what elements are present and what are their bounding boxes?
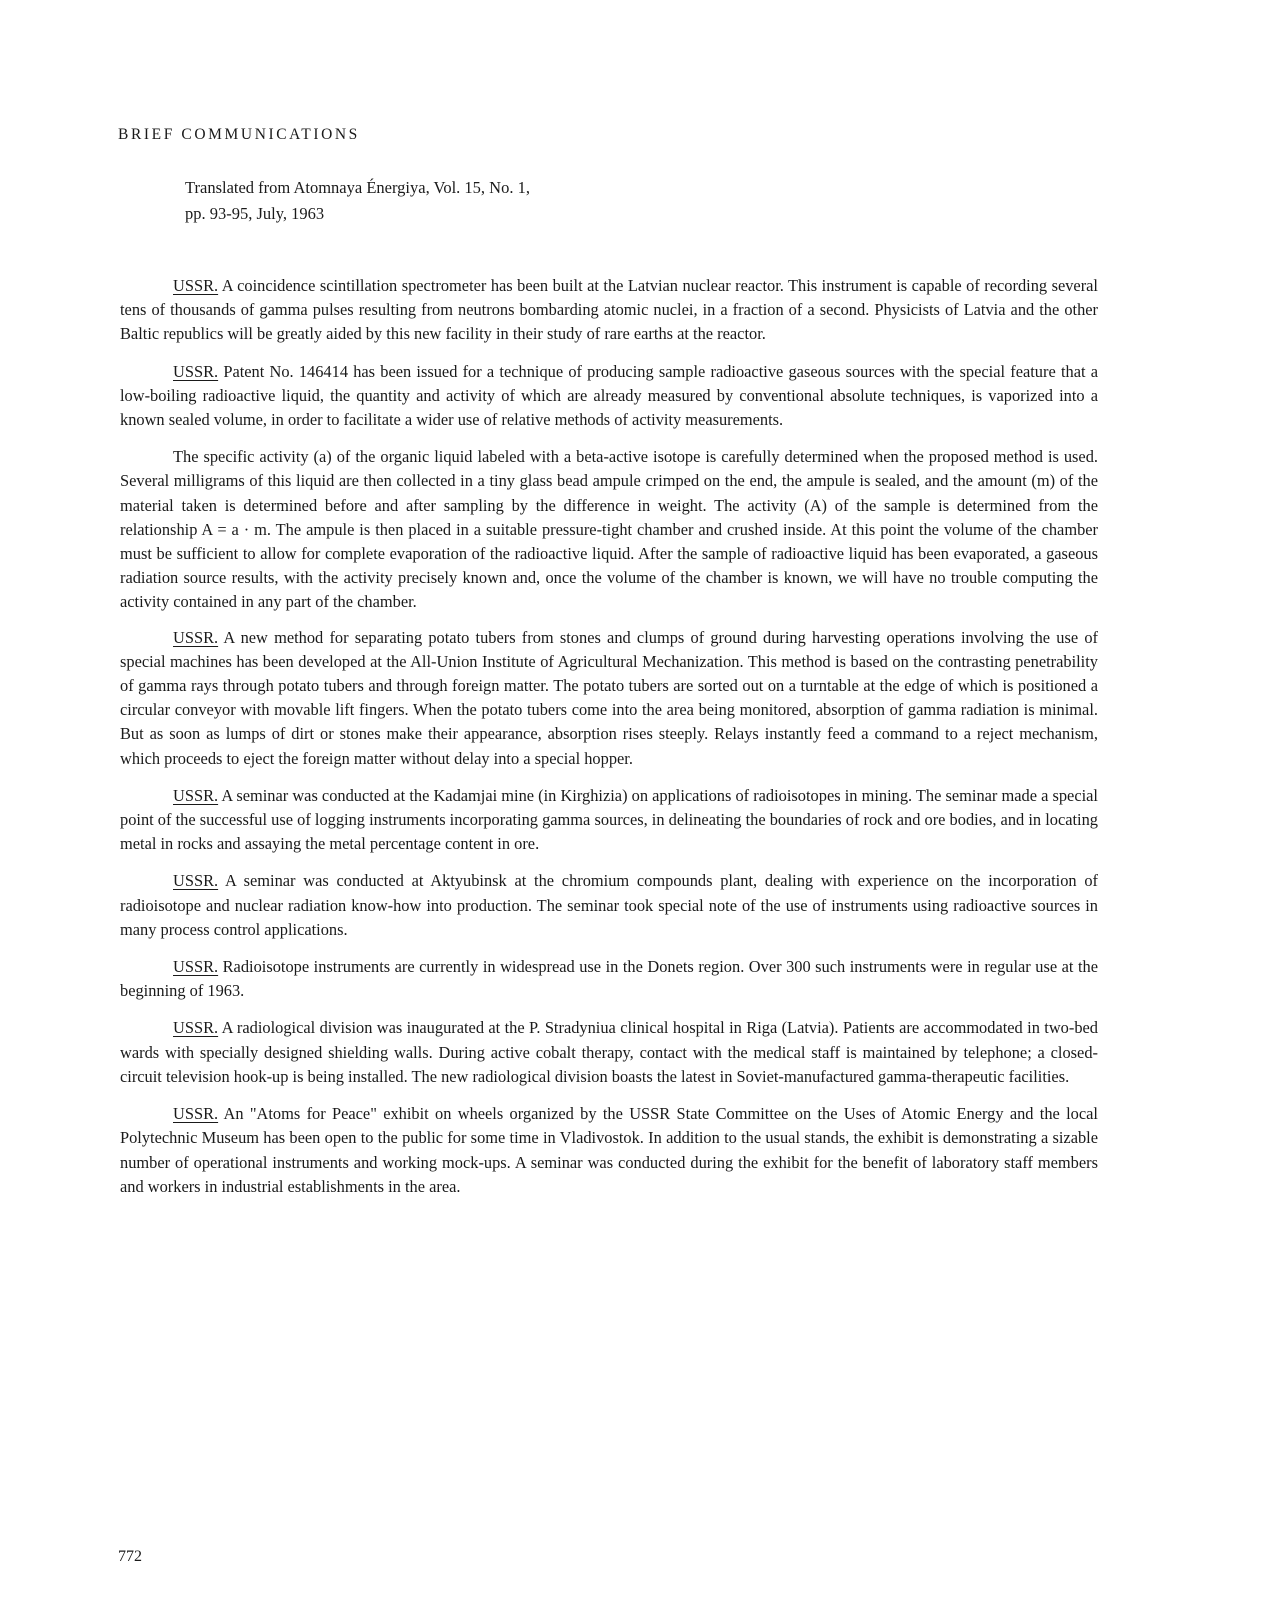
paragraph-tag: USSR. [173,276,219,295]
paragraph-text: A new method for separating potato tubers from stones and clumps of ground during harvesting operations involving the use of special machines has been developed at the All-Union Institute of Agricultural Mechanization. This method is based on the contrasting penetrability of gamma rays through potato tubers and through foreign matter. The potato tubers are sorted out on a turntable at the edge of which is positioned a circular conveyor with movable lift fingers. When the potato tubers come into the area being monitored, absorption of gamma radiation is minimal. But as soon as lumps of dirt or stones make their appearance, absorption rises steeply. Relays instantly feed a command to a reject mechanism, which proceeds to eject the foreign matter without delay into a special hopper. [120,627,1098,768]
paragraph [120,784,1098,857]
paragraph-text: An "Atoms for Peace" exhibit on wheels organized by the USSR State Committee on the Uses of Atomic Energy and the local Polytechnic Museum has been open to the public for some time in Vladivostok. In addition to the usual stands, the exhibit is demonstrating a sizable number of operational instruments and working mock-ups. A seminar was conducted during the exhibit for the benefit of laboratory staff members and workers in industrial establishments in the area. [120,1104,1098,1196]
paragraph-tag: USSR. [173,1018,219,1038]
paragraph-text: A coincidence scintillation spectrometer has been built at the Latvian nuclear reactor. This instrument is capable of recording several tens of thousands of gamma pulses resulting from neutrons bombarding atomic nuclei, in a fraction of a second. Physicists of Latvia and the other Baltic republics will be greatly aided by this new facility in their study of rare earths at the reactor. [120,276,1098,344]
paragraph-tag: USSR. [173,785,219,805]
paragraph-text: A seminar was conducted at the Kadamjai mine (in Kirghizia) on applications of radioisotopes in mining. The seminar made a special point of the successful use of logging instruments incorporating gamma sources, in delineating the boundaries of rock and ore bodies, and in locating metal in rocks and assaying the metal percentage content in ore. [120,785,1098,854]
paragraph-text: A seminar was conducted at Aktyubinsk at the chromium compounds plant, dealing with experience on the incorporation of radioisotope and nuclear radiation know-how into production. The seminar took special note of the use of instruments using radioactive sources in many process control applications. [120,871,1098,939]
paragraph [120,869,1098,942]
page-number: 772 [118,1548,142,1565]
paragraph [120,1102,1098,1199]
paragraph [120,626,1098,771]
paragraph [120,274,1098,347]
translation-source [185,175,530,227]
paragraph-text: A radiological division was inaugurated at the P. Stradyniua clinical hospital in Riga (Latvia). Patients are accommodated in two-bed wards with specially designed shielding walls. During active cobalt therapy, contact with the medical staff is maintained by telephone; a closed-circuit television hook-up is being installed. The new radiological division boasts the latest in Soviet-manufactured gamma-therapeutic facilities. [120,1018,1098,1086]
section-header: BRIEF COMMUNICATIONS [118,126,360,143]
source-line-1: Translated from Atomnaya Énergiya, Vol. 15, No. 1, [185,178,530,197]
paragraph-tag: USSR. [173,957,219,977]
paragraph-tag: USSR. [173,627,219,647]
paragraph-text: Patent No. 146414 has been issued for a technique of producing sample radioactive gaseous sources with the special feature that a low-boiling radioactive liquid, the quantity and activity of which are already measured by conventional absolute techniques, is vaporized into a known sealed volume, in order to facilitate a wider use of relative methods of activity measurements. [120,361,1098,430]
source-line-2: pp. 93-95, July, 1963 [185,204,325,223]
paragraph-tag: USSR. [173,871,219,891]
paragraph-tag: USSR. [173,361,219,381]
paragraph-tag: USSR. [173,1104,219,1124]
paragraph [120,1016,1098,1089]
paragraph-text: The specific activity (a) of the organic liquid labeled with a beta-active isotope is carefully determined when the proposed method is used. Several milligrams of this liquid are then collected in a tiny glass bead ampule crimped on the end, the ampule is sealed, and the amount (m) of the material taken is determined before and after sampling by the difference in weight. The activity (A) of the sample is determined from the relationship A = a · m. The ampule is then placed in a suitable pressure-tight chamber and crushed inside. At this point the volume of the chamber must be sufficient to allow for complete evaporation of the radioactive liquid. After the sample of radioactive liquid has been evaporated, a gaseous radiation source results, with the activity precisely known and, once the volume of the chamber is known, we will have no trouble computing the activity contained in any part of the chamber. [120,447,1098,612]
paragraph-text: Radioisotope instruments are currently in widespread use in the Donets region. Over 300 such instruments were in regular use at the beginning of 1963. [120,957,1098,1001]
paragraph [120,955,1098,1003]
paragraph [120,360,1098,433]
article-body [120,274,1098,1212]
paragraph [120,445,1098,614]
